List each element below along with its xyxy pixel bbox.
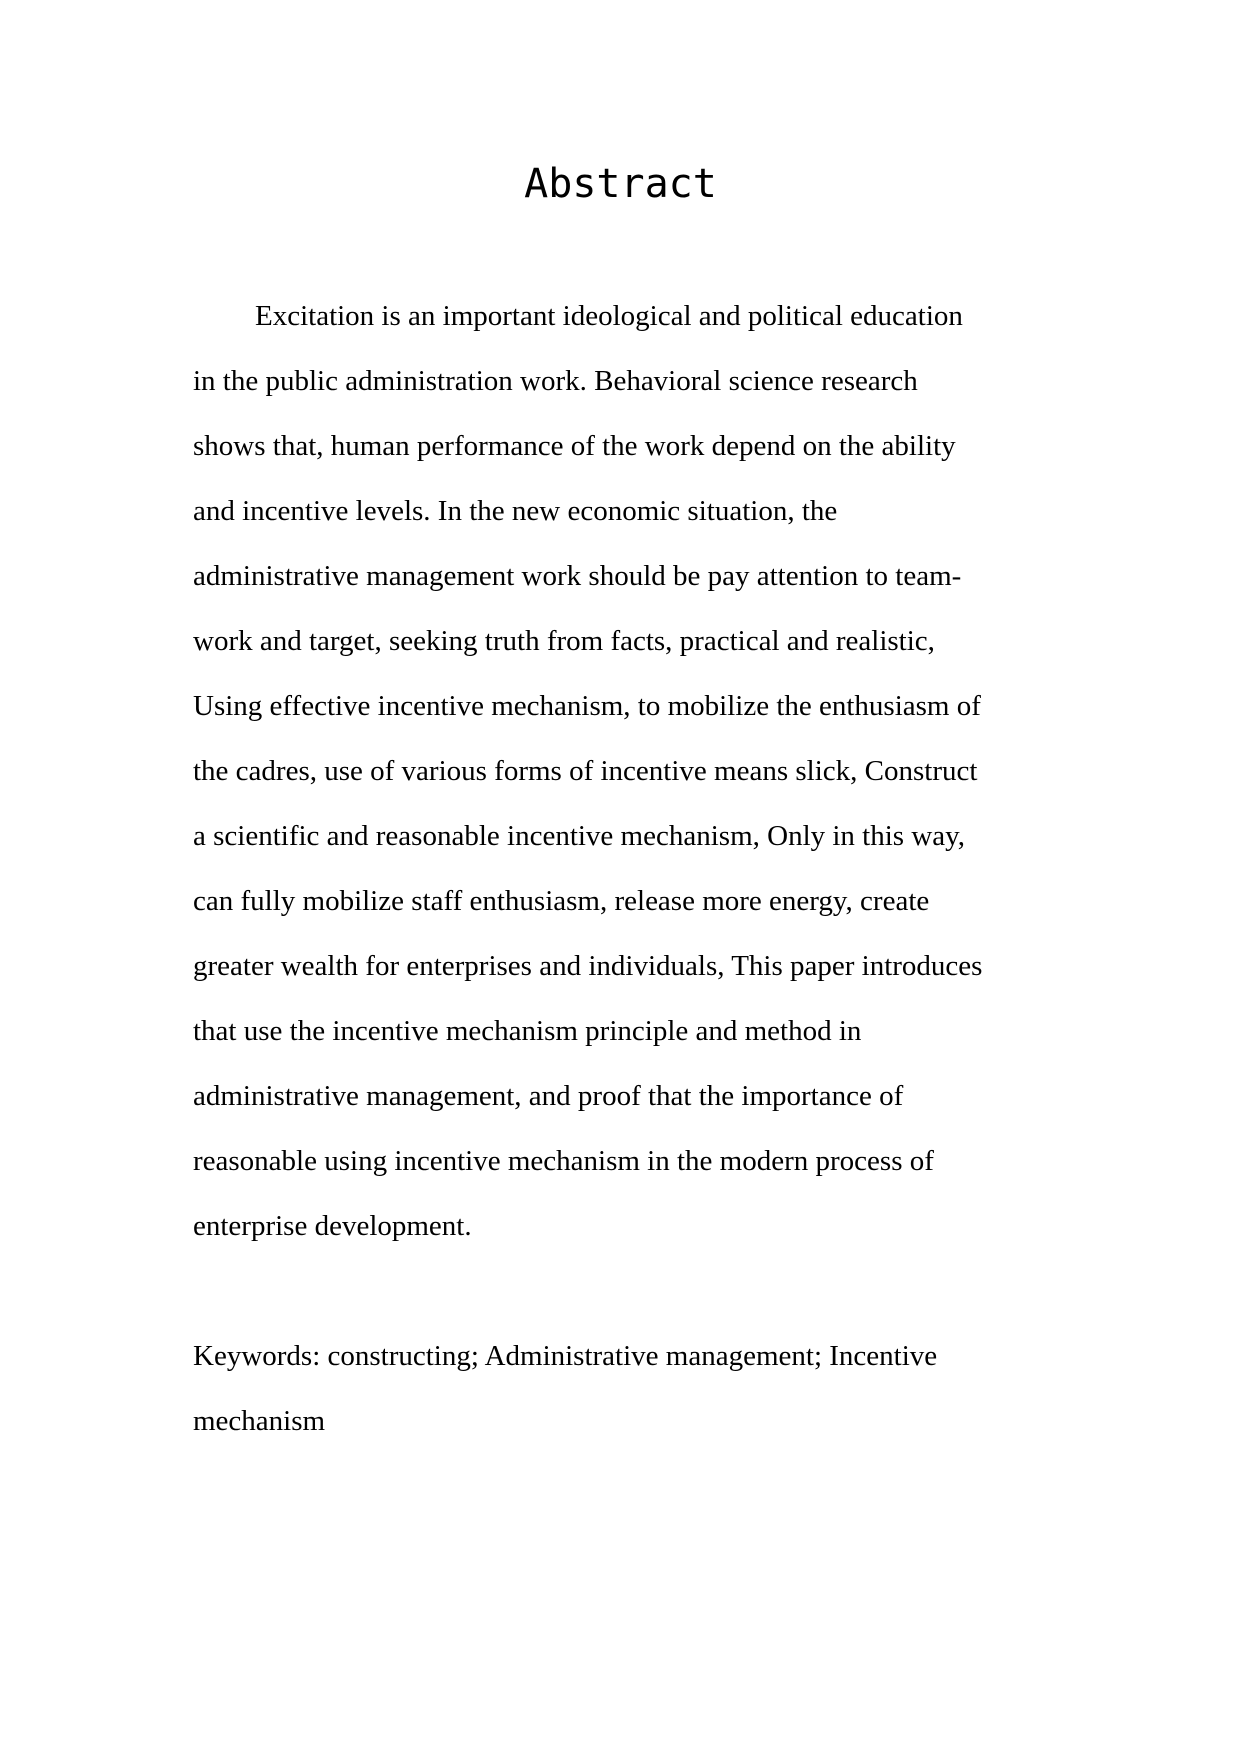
abstract-line: a scientific and reasonable incentive mechanism, Only in this way, [193, 820, 966, 852]
paragraph-spacer [193, 1259, 1073, 1324]
abstract-line: that use the incentive mechanism principle and method in [193, 1015, 862, 1047]
abstract-line: greater wealth for enterprises and individuals, This paper introduces [193, 950, 983, 982]
abstract-line: work and target, seeking truth from facts, practical and realistic, [193, 625, 935, 657]
abstract-line: Using effective incentive mechanism, to mobilize the enthusiasm of [193, 690, 981, 722]
abstract-line: Excitation is an important ideological and political education [255, 300, 963, 332]
abstract-body [193, 284, 1073, 1454]
page-title: Abstract [524, 161, 717, 207]
keywords-line: mechanism [193, 1405, 326, 1437]
abstract-line: shows that, human performance of the work depend on the ability [193, 430, 956, 462]
abstract-line: reasonable using incentive mechanism in the modern process of [193, 1145, 934, 1177]
abstract-line: can fully mobilize staff enthusiasm, release more energy, create [193, 885, 930, 917]
abstract-line: enterprise development. [193, 1210, 472, 1242]
abstract-paragraph [193, 284, 1073, 1259]
keywords-paragraph [193, 1324, 1073, 1454]
abstract-line: the cadres, use of various forms of incentive means slick, Construct [193, 755, 978, 787]
abstract-line: administrative management work should be pay attention to team- [193, 560, 962, 592]
abstract-line: administrative management, and proof that the importance of [193, 1080, 904, 1112]
keywords-line: Keywords: constructing; Administrative management; Incentive [193, 1340, 938, 1372]
abstract-line: in the public administration work. Behavioral science research [193, 365, 918, 397]
abstract-line: and incentive levels. In the new economic situation, the [193, 495, 838, 527]
